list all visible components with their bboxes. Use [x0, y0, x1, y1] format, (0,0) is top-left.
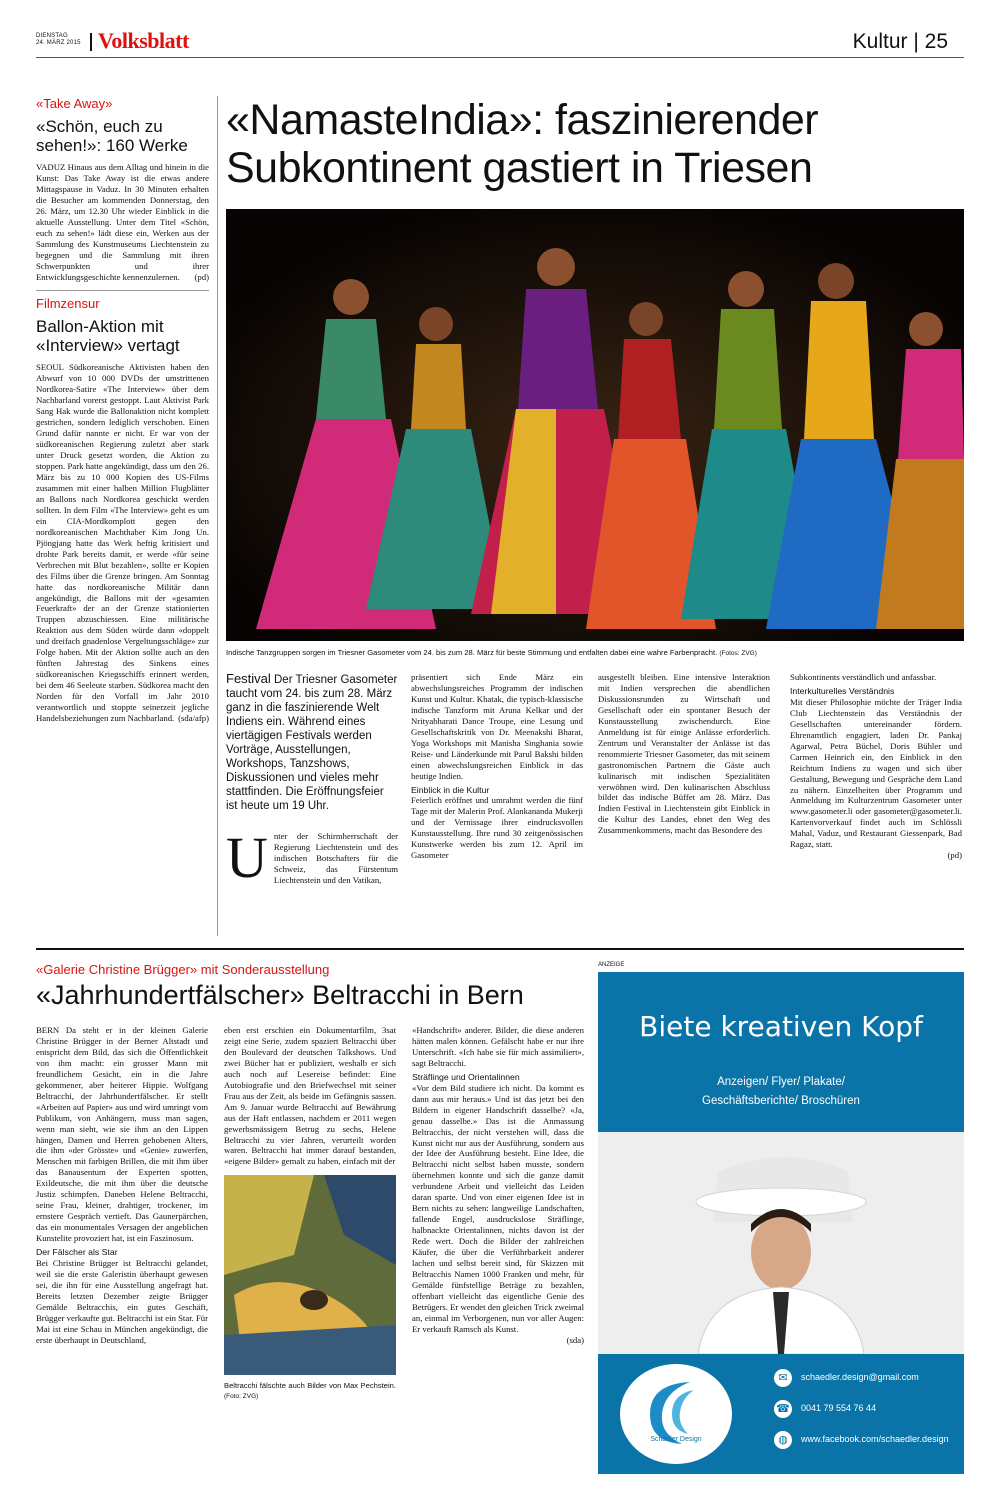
- festival-lead-text: Der Triesner Gasometer taucht vom 24. bis zum 28. März ganz in die faszinierende Welt Indiens ein. Während eines viertägigen Festivals werden Vorträge, Ausstellungen, Workshops, Tanzshows, Diskussionen und vieles mehr stattfinden. Die Eröffnungsfeier ist heute um 19 Uhr.: [226, 674, 398, 812]
- web-text: www.facebook.com/schaedler.design: [801, 1434, 949, 1445]
- photo-credit: (Fotos: ZVG): [719, 650, 757, 657]
- painting-credit: (Foto: ZVG): [224, 1393, 259, 1401]
- filmzensur-headline: Ballon-Aktion mit «Interview» vertagt: [36, 317, 180, 356]
- festival-col4-text-b: Mit dieser Philosophie möchte der Träger India Club Liechtenstein das Verständnis der Gesellschaften untereinander fördern. Ehrenamtlich engagiert, laden Dr. Pankaj Agarwal, Petra Büchel, Doris Bühler und Carmen Heinrich ein, den Einblick in den Reichtum Indiens zu wagen und sich über Gestaltung, Bewegung und Gespräche dem Land zu nähern. Einzelheiten über Programm und Anmeldung im Kulturzentrum Gasometer unter www.gasometer.li oder gasometer@gasometer.li. Kartenvorverkauf findet auch im Schlössli Mahal, Vaduz, und Restaurant Giessenpark, Bad Ragaz, statt.: [790, 696, 962, 850]
- main-headline: [226, 96, 966, 192]
- ad-services-1: Anzeigen/ Flyer/ Plakate/: [717, 1076, 845, 1088]
- photo-caption: [226, 648, 966, 657]
- festival-col2-text-b: Feierlich eröffnet und umrahmt werden die fünf Tage mit der Malerin Prof. Alankananda Mukerji und der Vernissage ihrer eindrucksvollen Kunstausstellung. Ihre rund 30 zeitgenössischen Kunstwerke werden bis zum 12. April im Gasometer: [411, 795, 583, 861]
- contact-web[interactable]: [774, 1430, 949, 1449]
- dancers-photo: [226, 209, 964, 641]
- festival-col1-text: nter der Schirmherrschaft der Regierung Liechtenstein und des indischen Botschafters für die Schweiz, das Fürstentum Liechtenstein und den Vatikan,: [273, 831, 398, 885]
- globe-icon: ◍: [774, 1431, 792, 1449]
- take-away-category: «Take Away»: [36, 96, 113, 111]
- mail-icon: ✉: [774, 1369, 792, 1387]
- festival-col4: [790, 672, 962, 861]
- take-away-signoff: (pd): [194, 271, 209, 282]
- festival-kicker: Festival: [226, 671, 271, 686]
- festival-col3-text: ausgestellt bleiben. Eine intensive Interaktion mit Indien versprechen die abendlichen Diskussionsrunden zu Wirtschaft und Gesellschaft oder ein spontaner Besuch der Kunstausstellung zwischendurch. Eine Anmeldung ist für einige Anlässe erforderlich. Zentrum und Veranstalter der Anlässe ist das renommierte Triesner Gasometer, das mit seinem gastronomischen Partnern die Gäste auch kulinarisch mit indischen Spezialitäten verwöhnen wird. Den kulinarischen Abschluss bildet das indische Büffet am 28. März. Das Indien Festival in Liechtenstein gibt Einblick in die Kultur des Landes, ebnet den Weg des Zusammenkommens, macht das Besondere des: [598, 672, 770, 836]
- schadler-logo: [620, 1364, 732, 1464]
- issue-date: [36, 33, 88, 47]
- painting-caption-text: Beltracchi fälschte auch Bilder von Max Pechstein.: [224, 1381, 396, 1391]
- phone-icon: ☎: [774, 1400, 792, 1418]
- phone-text: 0041 79 554 76 44: [801, 1403, 877, 1414]
- filmzensur-category: Filmzensur: [36, 296, 100, 312]
- beltracchi-subhead-2: Sträflinge und Orientalinnen: [412, 1071, 520, 1082]
- take-away-headline: «Schön, euch zu sehen!»: 160 Werke: [36, 117, 188, 155]
- contact-phone[interactable]: [774, 1399, 876, 1418]
- painting-illustration: [224, 1175, 396, 1375]
- advertisement[interactable]: [598, 972, 964, 1474]
- header-divider: [90, 33, 92, 51]
- festival-col4-text: Subkontinents verständlich und anfassbar.: [790, 672, 937, 682]
- photo-caption-text: Indische Tanzgruppen sorgen im Triesner Gasometer vom 24. bis zum 28. März für beste Stimmung und entfalten dabei eine wahre Farbenpracht.: [226, 648, 718, 657]
- main-headline-line2: Subkontinent gastiert in Triesen: [226, 144, 813, 192]
- column-separator: [217, 96, 218, 936]
- main-headline-line1: «NamasteIndia»: faszinierender: [226, 96, 819, 144]
- galerie-category: «Galerie Christine Brügger» mit Sonderausstellung: [36, 962, 330, 977]
- filmzensur-text: SEOUL Südkoreanische Aktivisten haben den Abwurf von 10 000 DVDs der umstrittenen Nordkorea-Satire «The Interview» über dem Nachbarland vorerst gestoppt. Laut Aktivist Park Sang Hak wurde die Ballonaktion nicht komplett gestrichen, sondern lediglich verschoben. Einen Grund dafür nannte er nicht. Er war von der südkoreanischen Regierung zuletzt aber stark unter Druck gesetzt worden, die Aktion zu stoppen. Park hatte angekündigt, dass um den 26. März bis zu 10 000 Kopien des US-Films zusammen mit einer halben Million Flugblätter an Ballons nach Nordkorea geschickt werden sollten. In dem Film «The Interview» geht es um ein CIA-Mordkomplott gegen den nordkoreanischen Machthaber Kim Jong Un. Pjöngjang hatte das Werk heftig kritisiert und drohte Park bereits damit, er werde «für seine Verbrechen mit Blut bezahlen», sollte er Kopien des Films über die Grenze bringen. Am Sonntag hatte das nordkoreanische Militär dann angekündigt, die Ballons mit der «gesamten Feuerkraft» der an der Grenze stationierten Truppen abzuschiessen. Eine militärische Reaktion aus dem Süden würde dann «doppelt und dreifach gnadenlose Vergeltungsschläge» zur Folge haben. Mit der Aktion sollte auch an den fünften Jahrestag des Sinkens eines südkoreanischen Kriegsschiffs erinnert werden, bei dem 46 Seeleute starben. Südkorea macht den Norden für den Vorfall im Jahr 2010 verantwortlich und stoppte seinerzeit jegliche Handelsbeziehungen zum Nachbarland.: [36, 362, 209, 723]
- newspaper-logo: Volksblatt: [98, 28, 189, 53]
- issue-day: 24. MÄRZ 2015: [36, 40, 81, 46]
- beltracchi-col1-text-b: Bei Christine Brügger ist Beltracchi gelandet, weil sie die erste Galeristin überhaupt gewesen sei, die ihn für eine Ausstellung angefragt hat. Bereits letzten Dezember zeigte Brügger Gemälde Beltracchis, ein gutes Geschäft, Brügger verkaufte gut. Beltracchi ist ein Star. Für Mai ist eine Schau in München angekündigt, die erste überhaupt in Deutschland,: [36, 1258, 209, 1345]
- beltracchi-col2: [224, 1025, 396, 1402]
- man-with-plate-illustration: [598, 1132, 964, 1354]
- festival-lead: [226, 671, 398, 890]
- beltracchi-subhead-1: Der Fälscher als Star: [36, 1247, 118, 1258]
- festival-col3: [598, 672, 770, 836]
- festival-col2: [411, 672, 583, 861]
- festival-subhead-1: Einblick in die Kultur: [411, 784, 490, 795]
- take-away-text: VADUZ Hinaus aus dem Alltag und hinein in die Kunst: Das Take Away ist die etwas andere Mittagspause in Vaduz. In 30 Minuten erhalten die Besucher am kommenden Donnerstag, den 26. März, um 12.30 Uhr wieder Einblick in die aktuelle Ausstellung. Unter dem Titel «Schön, euch zu sehen!» lädt diese ein, Werken aus der Sammlung des Kunstmuseums Liechtenstein zu begegnen und die Sammlung mit ihren Schwerpunkten und ihrer Entwicklungsgeschichte kennenzulernen.: [36, 162, 209, 282]
- pechstein-painting: [224, 1175, 396, 1375]
- beltracchi-col1: [36, 1025, 208, 1346]
- section-page-label: Kultur | 25: [852, 30, 948, 53]
- ad-label: ANZEIGE: [598, 962, 625, 968]
- section-rule: [36, 948, 964, 950]
- festival-col1: [226, 825, 398, 890]
- beltracchi-headline: «Jahrhundertfälscher» Beltracchi in Bern: [36, 980, 524, 1010]
- beltracchi-col3-text: «Handschrift» anderer. Bilder, die diese anderen hätten malen können. Gefälscht habe er nur ihre Unterschrift. «Ich habe sie für mich assimiliert», sagt Beltracchi.: [412, 1025, 584, 1068]
- left-column: [36, 96, 209, 724]
- painting-caption: [224, 1381, 396, 1402]
- beltracchi-col3-text-b: «Vor dem Bild studiere ich nicht. Da kommt es dann aus mir heraus.» Und ist das jetzt bei den Bildern in eigener Handschrift dasselbe? «Ja, genau dasselbe.» Das ist die Anmassung Beltracchis, der nicht verstehen will, dass die Kunst nicht nur aus der Ausführung, sondern aus der Idee der Ausführung besteht. Eine Idee, die Beltracchi nicht selbst haben musste, sondern übernehmen konnte und sich die ganze damit verbundene Arbeit und vielleicht das Leiden daran sparte. Und von einer eigenen Idee ist in Bern nichts zu sehen: langweilige Landschaften, fallende Engel, ausdruckslose Sträflinge, halbnackte Orientalinnen, nichts davon ist der Rede wert. Doch die Bilder der zahlreichen Käufer, die über die Verführbarkeit anderer lachen und selbst bereit sind, für Skizzen mit Beltracchis Namen 1000 Franken und mehr, für Gemälde fünfstellige Beträge zu bezahlen, offenbart vielleicht das eigentliche Genie des Betrügers. Er wendet den gleichen Trick zweimal an, einmal im Verborgenen, nun vor aller Augen: Er verkauft Ramsch als Kunst.: [412, 1082, 585, 1334]
- swirl-icon: [620, 1364, 732, 1464]
- beltracchi-signoff: (sda): [566, 1334, 584, 1345]
- beltracchi-col2-text: eben erst erschien ein Dokumentarfilm, 3sat zeigt eine Serie, zudem spaziert Beltracchi über den Boulevard der deutschen Talkshows. Und zwei Bücher hat er publiziert, weshalb er sich auch noch auf Lesereise befindet: Eine Autobiografie und den Briefwechsel mit seiner Frau aus der Zeit, als beide im Gefängnis sassen. Am 9. Januar wurde Beltracchi auf Bewährung aus der Haft entlassen, nachdem er 2011 wegen gewerbsmässigem Betrug zu sechs, Helene Beltracchi zu vier Jahren, verurteilt worden waren. Beltracchi hat immer darauf bestanden, «eigene Bilder» gemalt zu haben, einfach mit der: [224, 1025, 396, 1167]
- dancers-illustration: [226, 209, 964, 641]
- take-away-body: [36, 162, 209, 282]
- festival-col2-text: präsentiert sich Ende März ein abwechslungsreiches Programm der indischen Kunst und Kultur. Khatak, die typisch-klassische indische Tanzform mit Aruna Kelkar und der Nrityabharati Dance Troupe, eine Lesung und Gesellschaftskritik von Dr. Meenakshi Bharat, Yoga Workshops mit Manisha Singhania sowie Reise- und Länderkunde mit Parul Bakshi bilden einen abwechslungsreichen Einblick in das heutige Indien.: [411, 672, 583, 781]
- ad-bottom-band: [598, 1354, 964, 1474]
- dropcap: U: [226, 825, 268, 890]
- festival-signoff: (pd): [947, 850, 962, 861]
- filmzensur-signoff: (sda/afp): [178, 712, 209, 723]
- beltracchi-col3: [412, 1025, 584, 1346]
- left-divider: [36, 290, 209, 291]
- contact-email[interactable]: [774, 1368, 919, 1387]
- issue-weekday: DIENSTAG: [36, 33, 68, 39]
- brand-name: Schadler Design: [650, 1436, 702, 1443]
- festival-subhead-2: Interkulturelles Verständnis: [790, 685, 895, 696]
- email-text: schaedler.design@gmail.com: [801, 1372, 919, 1383]
- ad-services-2: Geschäftsberichte/ Broschüren: [702, 1095, 860, 1107]
- beltracchi-col1-text: BERN Da steht er in der kleinen Galerie Christine Brügger in der Berner Altstadt und entspricht dem Bild, das sich die Öffentlichkeit von ihm macht: ein grosser Mann mit freundlichem Gesicht, ein in die Jahre gekommener, aber heiterer Hippie. Wolfgang Beltracchi, der Jahrhundertfälscher. Er stellt «Arbeiten auf Papier» aus und wird umringt vom Publikum, von Anhängern, muss man sagen, wenn man sieht, wie sie ihm an den Lippen hängen, Damen und Herren gehobenen Alters, die ihm «der Grösste» und «Genie» zuwerfen, Menschen mit farbigen Brillen, die mit ihm über das Banausentum der Experten spotten, Exildeutsche, die mit ihm über die deutsche Justiz schimpfen. Daneben Helene Beltracchi, seine Frau, kleiner, drahtiger, trockener, im ernstere Gespräch vertieft. Das Gaunerpärchen, das ein monumentales Versagen der angeblichen Kunstelite provoziert hat, ist ein Faszinosum.: [36, 1025, 208, 1244]
- filmzensur-body: [36, 362, 209, 723]
- ad-top-band: [598, 972, 964, 1132]
- ad-title: Biete kreativen Kopf: [639, 1010, 923, 1043]
- header-rule: [36, 57, 964, 58]
